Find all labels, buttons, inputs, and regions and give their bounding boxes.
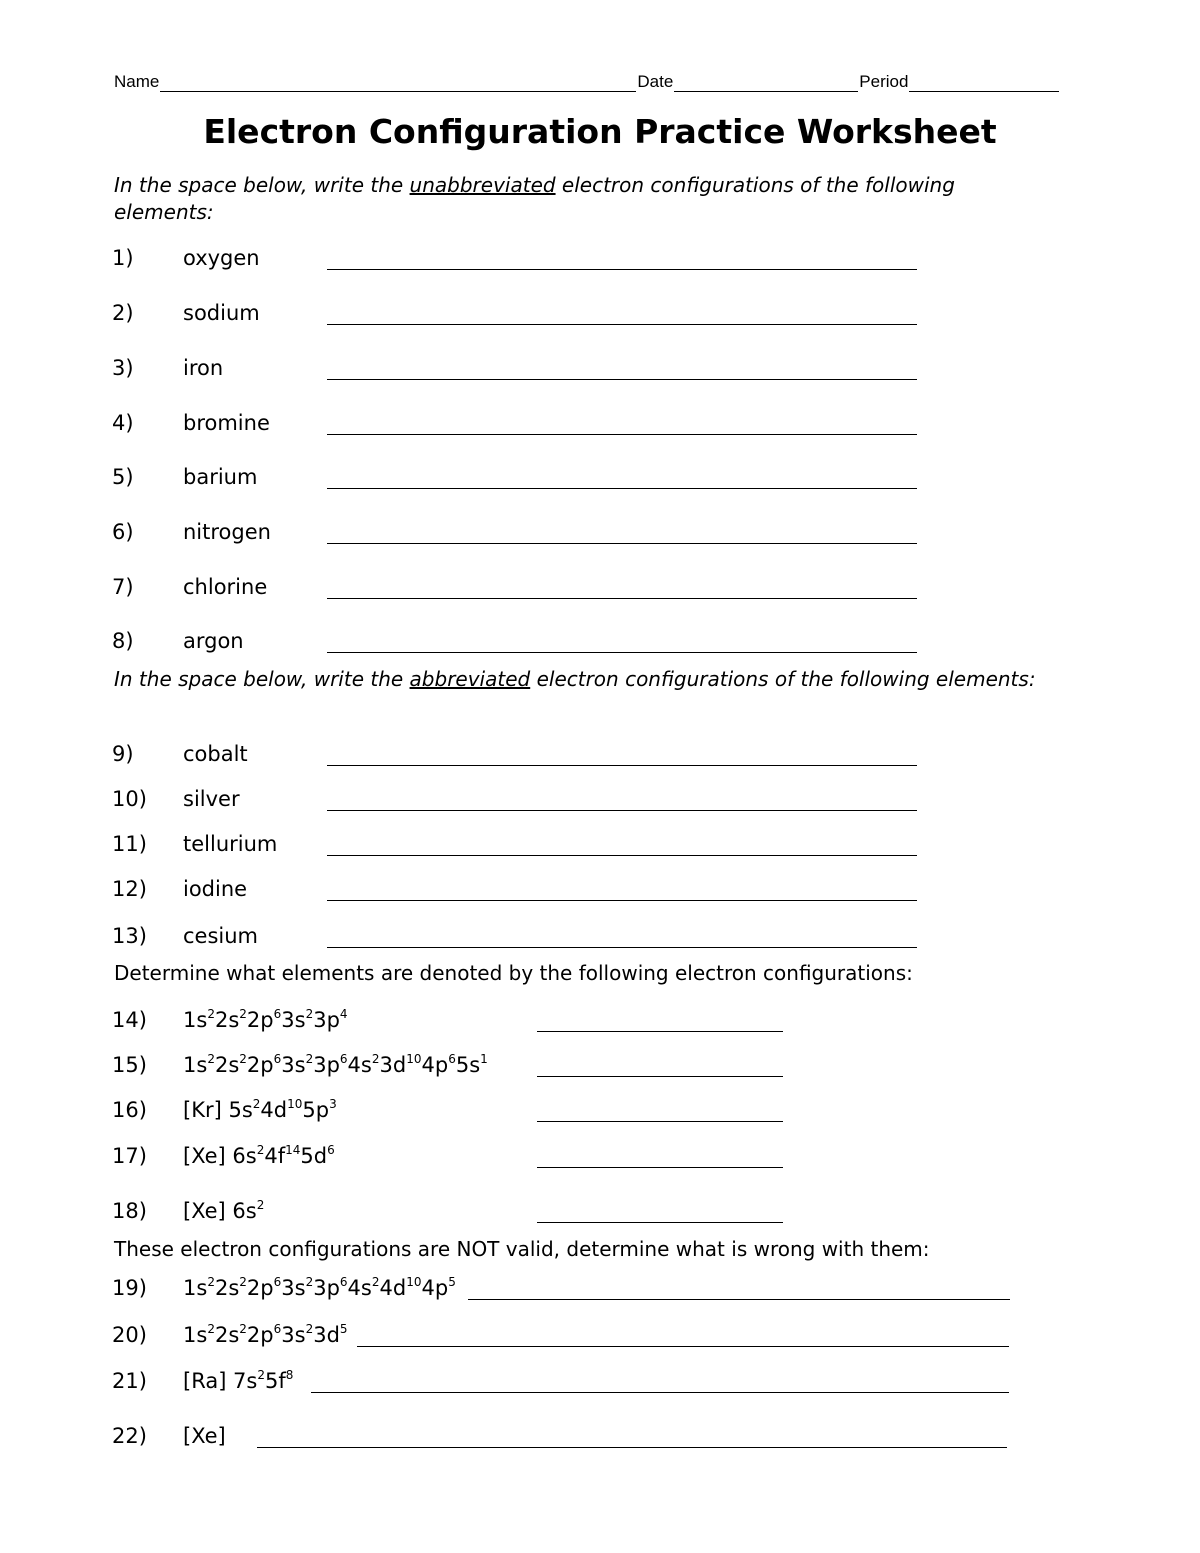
question-number: 4) xyxy=(112,411,134,435)
superscript: 6 xyxy=(448,1052,456,1066)
superscript: 2 xyxy=(305,1007,314,1021)
electron-configuration: $1s^22s^22p^63s^23d^5$ xyxy=(183,1322,348,1347)
section1-question-row xyxy=(0,625,1200,655)
answer-line[interactable] xyxy=(327,651,917,653)
section1-question-row xyxy=(0,516,1200,546)
answer-line[interactable] xyxy=(327,323,917,325)
section3-question-row xyxy=(0,1140,1200,1170)
question-number: 21) xyxy=(112,1369,147,1393)
section3-question-row xyxy=(0,1004,1200,1034)
superscript: 6 xyxy=(273,1322,282,1336)
question-number: 20) xyxy=(112,1323,147,1347)
question-number: 16) xyxy=(112,1098,147,1122)
answer-line[interactable] xyxy=(311,1391,1009,1393)
section4-question-row xyxy=(0,1272,1200,1302)
superscript: 10 xyxy=(287,1097,303,1111)
date-field[interactable] xyxy=(674,75,858,92)
electron-configuration: $1s^22s^22p^63s^23p^64s^24d^{10}4p^5$ xyxy=(183,1275,456,1300)
question-number: 6) xyxy=(112,520,134,544)
element-name: cobalt xyxy=(183,742,248,766)
question-number: 17) xyxy=(112,1144,147,1168)
answer-line[interactable] xyxy=(327,542,917,544)
superscript: 2 xyxy=(207,1322,215,1336)
superscript: 2 xyxy=(207,1007,215,1021)
superscript: 2 xyxy=(371,1275,380,1289)
superscript: 2 xyxy=(239,1052,247,1066)
superscript: 2 xyxy=(305,1275,314,1289)
superscript: 2 xyxy=(256,1143,265,1157)
answer-line[interactable] xyxy=(327,854,917,856)
answer-line[interactable] xyxy=(357,1345,1009,1347)
electron-configuration: [Xe] $6s^24f^{14}5d^6$ xyxy=(183,1143,335,1168)
superscript: 6 xyxy=(273,1275,282,1289)
superscript: 2 xyxy=(239,1322,247,1336)
section1-question-row xyxy=(0,297,1200,327)
superscript: 10 xyxy=(406,1275,422,1289)
section4-question-row xyxy=(0,1319,1200,1349)
element-name: chlorine xyxy=(183,575,268,599)
element-name: nitrogen xyxy=(183,520,271,544)
answer-line[interactable] xyxy=(327,378,917,380)
header-fields xyxy=(114,72,1080,92)
answer-line[interactable] xyxy=(327,597,917,599)
period-label: Period xyxy=(859,72,909,91)
question-number: 1) xyxy=(112,246,134,270)
section3-question-row xyxy=(0,1195,1200,1225)
superscript: 10 xyxy=(406,1052,422,1066)
superscript: 2 xyxy=(371,1052,380,1066)
question-number: 7) xyxy=(112,575,134,599)
question-number: 13) xyxy=(112,924,147,948)
electron-configuration: $1s^22s^22p^63s^23p^4$ xyxy=(183,1007,348,1032)
section2-question-row xyxy=(0,828,1200,858)
question-number: 22) xyxy=(112,1424,147,1448)
section1-question-row xyxy=(0,407,1200,437)
section1-question-row xyxy=(0,461,1200,491)
answer-line[interactable] xyxy=(327,433,917,435)
answer-line[interactable] xyxy=(327,946,917,948)
superscript: 2 xyxy=(305,1052,314,1066)
answer-line[interactable] xyxy=(257,1446,1007,1448)
section2-question-row xyxy=(0,738,1200,768)
superscript: 6 xyxy=(327,1143,335,1157)
section4-question-row xyxy=(0,1365,1200,1395)
answer-line[interactable] xyxy=(327,487,917,489)
superscript: 2 xyxy=(207,1275,215,1289)
element-name: cesium xyxy=(183,924,259,948)
page-title: Electron Configuration Practice Worksheet xyxy=(203,112,997,151)
section2-question-row xyxy=(0,920,1200,950)
answer-line[interactable] xyxy=(537,1166,783,1168)
question-number: 12) xyxy=(112,877,147,901)
superscript: 2 xyxy=(207,1052,215,1066)
element-name: argon xyxy=(183,629,244,653)
electron-configuration: [Xe] xyxy=(183,1424,226,1448)
superscript: 5 xyxy=(448,1275,456,1289)
element-name: iron xyxy=(183,356,224,380)
element-name: tellurium xyxy=(183,832,278,856)
question-number: 3) xyxy=(112,356,134,380)
question-number: 9) xyxy=(112,742,134,766)
section4-question-row xyxy=(0,1420,1200,1450)
superscript: 1 xyxy=(480,1052,488,1066)
section2-question-row xyxy=(0,783,1200,813)
superscript: 8 xyxy=(285,1368,294,1382)
superscript: 5 xyxy=(339,1322,348,1336)
answer-line[interactable] xyxy=(327,268,917,270)
superscript: 2 xyxy=(305,1322,314,1336)
question-number: 18) xyxy=(112,1199,147,1223)
answer-line[interactable] xyxy=(537,1221,783,1223)
superscript: 3 xyxy=(329,1097,337,1111)
question-number: 2) xyxy=(112,301,134,325)
element-name: silver xyxy=(183,787,240,811)
section1-question-row xyxy=(0,352,1200,382)
superscript: 2 xyxy=(252,1097,261,1111)
section3-instructions: Determine what elements are denoted by the following electron configurations: xyxy=(114,961,913,985)
name-field[interactable] xyxy=(160,75,636,92)
element-name: sodium xyxy=(183,301,260,325)
period-field[interactable] xyxy=(909,75,1059,92)
superscript: 6 xyxy=(339,1052,348,1066)
superscript: 6 xyxy=(273,1052,282,1066)
superscript: 2 xyxy=(257,1368,266,1382)
superscript: 2 xyxy=(239,1007,247,1021)
answer-line[interactable] xyxy=(537,1075,783,1077)
section2-question-row xyxy=(0,873,1200,903)
name-label: Name xyxy=(114,72,160,91)
section3-question-row xyxy=(0,1049,1200,1079)
superscript: 14 xyxy=(285,1143,301,1157)
answer-line[interactable] xyxy=(327,809,917,811)
section4-instructions: These electron configurations are NOT valid, determine what is wrong with them: xyxy=(114,1237,930,1261)
electron-configuration: [Kr] $5s^24d^{10}5p^3$ xyxy=(183,1097,337,1122)
element-name: iodine xyxy=(183,877,248,901)
question-number: 14) xyxy=(112,1008,147,1032)
answer-line[interactable] xyxy=(468,1298,1010,1300)
element-name: barium xyxy=(183,465,258,489)
superscript: 2 xyxy=(256,1198,265,1212)
element-name: bromine xyxy=(183,411,270,435)
question-number: 15) xyxy=(112,1053,147,1077)
section2-instructions: In the space below, write the abbreviated electron configurations of the following elements: xyxy=(114,667,1036,691)
section1-question-row xyxy=(0,242,1200,272)
date-label: Date xyxy=(637,72,674,91)
section3-question-row xyxy=(0,1094,1200,1124)
answer-line[interactable] xyxy=(327,764,917,766)
section1-instructions: In the space below, write the unabbreviated electron configurations of the following elements: xyxy=(114,173,955,224)
superscript: 4 xyxy=(339,1007,348,1021)
question-number: 19) xyxy=(112,1276,147,1300)
question-number: 5) xyxy=(112,465,134,489)
question-number: 11) xyxy=(112,832,147,856)
answer-line[interactable] xyxy=(537,1030,783,1032)
question-number: 8) xyxy=(112,629,134,653)
answer-line[interactable] xyxy=(537,1120,783,1122)
superscript: 6 xyxy=(339,1275,348,1289)
question-number: 10) xyxy=(112,787,147,811)
electron-configuration: [Xe] $6s^2$ xyxy=(183,1198,265,1223)
electron-configuration: [Ra] $7s^25f^8$ xyxy=(183,1368,294,1393)
element-name: oxygen xyxy=(183,246,260,270)
answer-line[interactable] xyxy=(327,899,917,901)
superscript: 6 xyxy=(273,1007,282,1021)
superscript: 2 xyxy=(239,1275,247,1289)
electron-configuration: $1s^22s^22p^63s^23p^64s^23d^{10}4p^65s^1$ xyxy=(183,1052,488,1077)
section1-question-row xyxy=(0,571,1200,601)
